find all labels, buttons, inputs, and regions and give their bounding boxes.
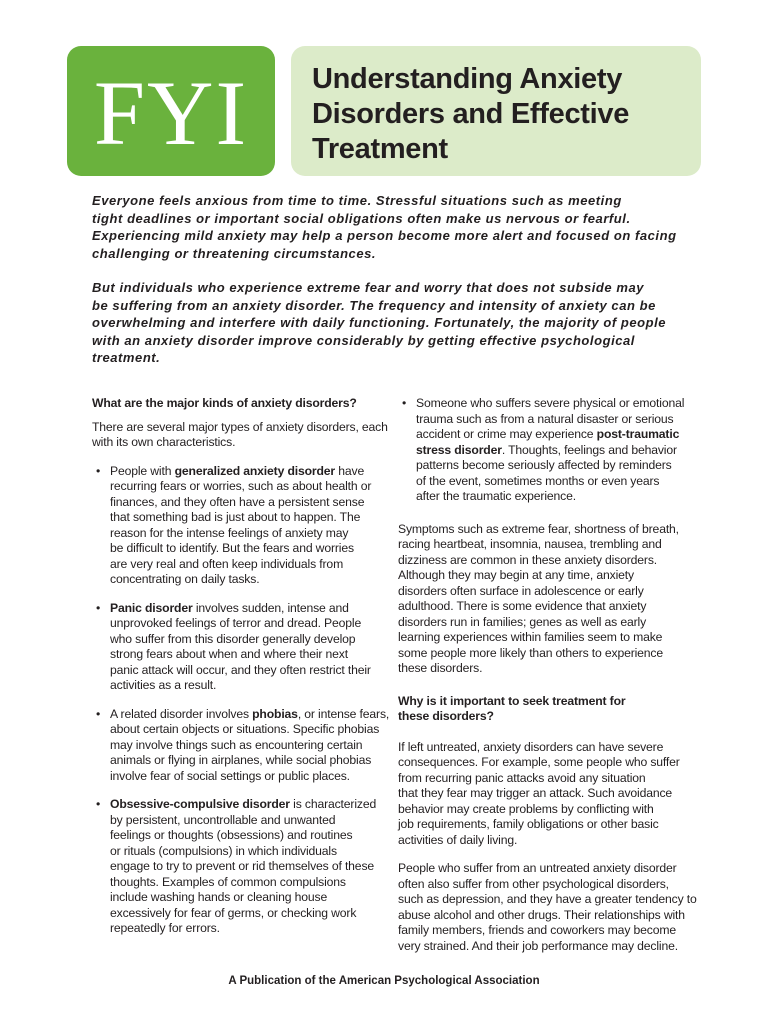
text-line: activities as a result. [110,678,217,692]
text-run: involves sudden, intense and [192,600,349,615]
text-line: Everyone feels anxious from time to time. Stressful situations such as meeting [92,193,622,208]
text-line: patterns become seriously affected by reminders [416,458,672,472]
term-post-traumatic: post-traumatic [596,427,680,441]
text-line: overwhelming and interfere with daily functioning. Fortunately, the majority of people [92,315,667,330]
text-run: is characterized [289,797,377,811]
text-line: with an anxiety disorder improve considerably by getting effective psychological [92,332,635,348]
title-panel [291,46,701,176]
text-line [110,601,382,617]
bullet-generalized-anxiety [92,464,382,588]
term-generalized-anxiety-disorder: generalized anxiety disorder [174,463,336,478]
text-line: reason for the intense feelings of anxiety may [110,525,349,540]
text-line: recurring fears or worries, such as about health or [110,479,372,493]
text-run: have [335,463,365,478]
bullet-obsessive-compulsive [92,797,382,937]
text-line: often also suffer from other psychological disorders, [398,876,669,891]
text-line: Symptoms such as extreme fear, shortness of breath, [398,521,679,536]
text-run: , or intense fears, [297,706,390,721]
text-run: . Thoughts, feelings and behavior [501,442,677,457]
text-line: treatment. [92,350,161,365]
text-line: consequences. For example, some people who suffer [398,755,680,769]
text-line: repeatedly for errors. [110,921,220,935]
text-line: disorders run in families; genes as well as early [398,614,647,629]
text-line: racing heartbeat, insomnia, nausea, trembling and [398,537,662,551]
text-line: strong fears about when and where their next [110,647,348,661]
bullet-marker: • [96,600,101,615]
text-run: A related disorder involves [110,706,253,721]
bullet-marker: • [402,396,407,410]
title-line: Disorders and Effective [312,98,630,130]
text-line: dizziness are common in these anxiety disorders. [398,552,658,567]
text-line: Although they may begin at any time, anxiety [398,568,634,582]
text-line: If left untreated, anxiety disorders can have severe [398,739,664,754]
symptoms-paragraph [398,522,690,677]
text-line: some people more likely than others to experience [398,645,663,660]
intro-paragraph-1 [92,192,692,262]
text-line [416,443,690,459]
text-line: after the traumatic experience. [416,489,576,503]
text-line: challenging or threatening circumstances. [92,245,377,261]
intro-paragraph-2 [92,279,692,367]
text-line: But individuals who experience extreme fear and worry that does not subside may [92,280,645,295]
text-run: People with [110,463,175,478]
untreated-paragraph [398,740,690,849]
text-line: include washing hands or cleaning house [110,890,328,904]
text-line: such as depression, and they have a greater tendency to [398,892,697,906]
text-line: People who suffer from an untreated anxiety disorder [398,861,677,875]
text-line: trauma such as from a natural disaster or serious [416,411,674,426]
bullet-phobias [92,706,390,785]
text-line [110,797,382,813]
text-line: family members, friends and coworkers may become [398,923,676,937]
text-line: from recurring panic attacks avoid any situation [398,770,646,785]
bullet-marker: • [96,797,101,811]
text-line: disorders often surface in adolescence or early [398,583,644,598]
bullet-post-traumatic-stress [398,396,690,505]
text-line: behavior may create problems by conflicting with [398,801,654,816]
text-line: these disorders? [398,709,494,723]
term-phobias: phobias [252,706,298,721]
right-column [398,396,697,967]
text-line: feelings or thoughts (obsessions) and routines [110,828,353,842]
text-line: be suffering from an anxiety disorder. The frequency and intensity of anxiety can be [92,297,656,313]
term-panic-disorder: Panic disorder [110,600,193,615]
text-line [110,706,390,723]
text-line: There are several major types of anxiety disorders, each [92,419,388,434]
text-line: panic attack will occur, and they often restrict their [110,662,371,677]
text-line: concentrating on daily tasks. [110,572,260,586]
text-line: are very real and often keep individuals from [110,556,344,571]
title-line: Treatment [312,133,448,165]
text-line: Someone who suffers severe physical or emotional [416,396,685,410]
text-line: thoughts. Examples of common compulsions [110,874,346,889]
text-line: who suffer from this disorder generally develop [110,631,356,646]
text-line: be difficult to identify. But the fears and worries [110,541,354,555]
fyi-badge [67,46,275,176]
text-line: about certain objects or situations. Specific phobias [110,722,380,736]
bullet-marker: • [96,706,101,721]
text-line: adulthood. There is some evidence that anxiety [398,599,647,613]
text-line: abuse alcohol and other drugs. Their relationships with [398,907,685,922]
bullet-panic-disorder [92,601,382,694]
kinds-lead-paragraph [92,419,388,451]
text-line: involve fear of social settings or public places. [110,768,350,783]
text-line [110,464,382,480]
consequences-paragraph [398,861,697,954]
text-line: or rituals (compulsions) in which individuals [110,843,337,858]
text-line: learning experiences within families seem to make [398,630,663,644]
text-line: of the event, sometimes months or even years [416,473,660,488]
text-line: that something bad is just about to happen. The [110,510,361,524]
publication-footer: A Publication of the American Psychological Association [228,975,540,987]
text-line: excessively for fear of germs, or checking work [110,905,357,920]
text-line: Experiencing mild anxiety may help a person become more alert and focused on facing [92,228,677,243]
term-obsessive-compulsive-disorder: Obsessive-compulsive disorder [110,797,290,811]
text-line: engage to try to prevent or rid themselves of these [110,859,375,873]
text-line: Why is it important to seek treatment for [398,693,626,708]
page-title [312,62,683,167]
section-heading-kinds: What are the major kinds of anxiety disorders? [92,396,357,410]
section-heading-treatment [398,694,690,725]
title-line: Understanding Anxiety [312,63,623,95]
text-line: finances, and they often have a persistent sense [110,494,365,509]
text-line: that they fear may trigger an attack. Such avoidance [398,786,673,800]
text-line: by persistent, uncontrollable and unwanted [110,812,336,827]
text-line: unprovoked feelings of terror and dread. People [110,616,362,630]
text-line [416,427,690,443]
text-line: tight deadlines or important social obligations often make us nervous or fearful. [92,210,631,226]
left-column [92,396,390,950]
bullet-marker: • [96,463,101,478]
text-line: animals or flying in airplanes, while social phobias [110,753,372,767]
text-line: very strained. And their job performance may decline. [398,938,678,953]
text-line: these disorders. [398,661,483,675]
text-run: accident or crime may experience [416,427,597,441]
fyi-badge-text: FYI [93,62,249,164]
text-line: activities of daily living. [398,832,518,847]
term-stress-disorder: stress disorder [416,442,502,457]
text-line: may involve things such as encountering certain [110,737,363,752]
text-line: job requirements, family obligations or other basic [398,817,659,831]
text-line: with its own characteristics. [92,435,236,449]
intro-section [92,192,692,384]
